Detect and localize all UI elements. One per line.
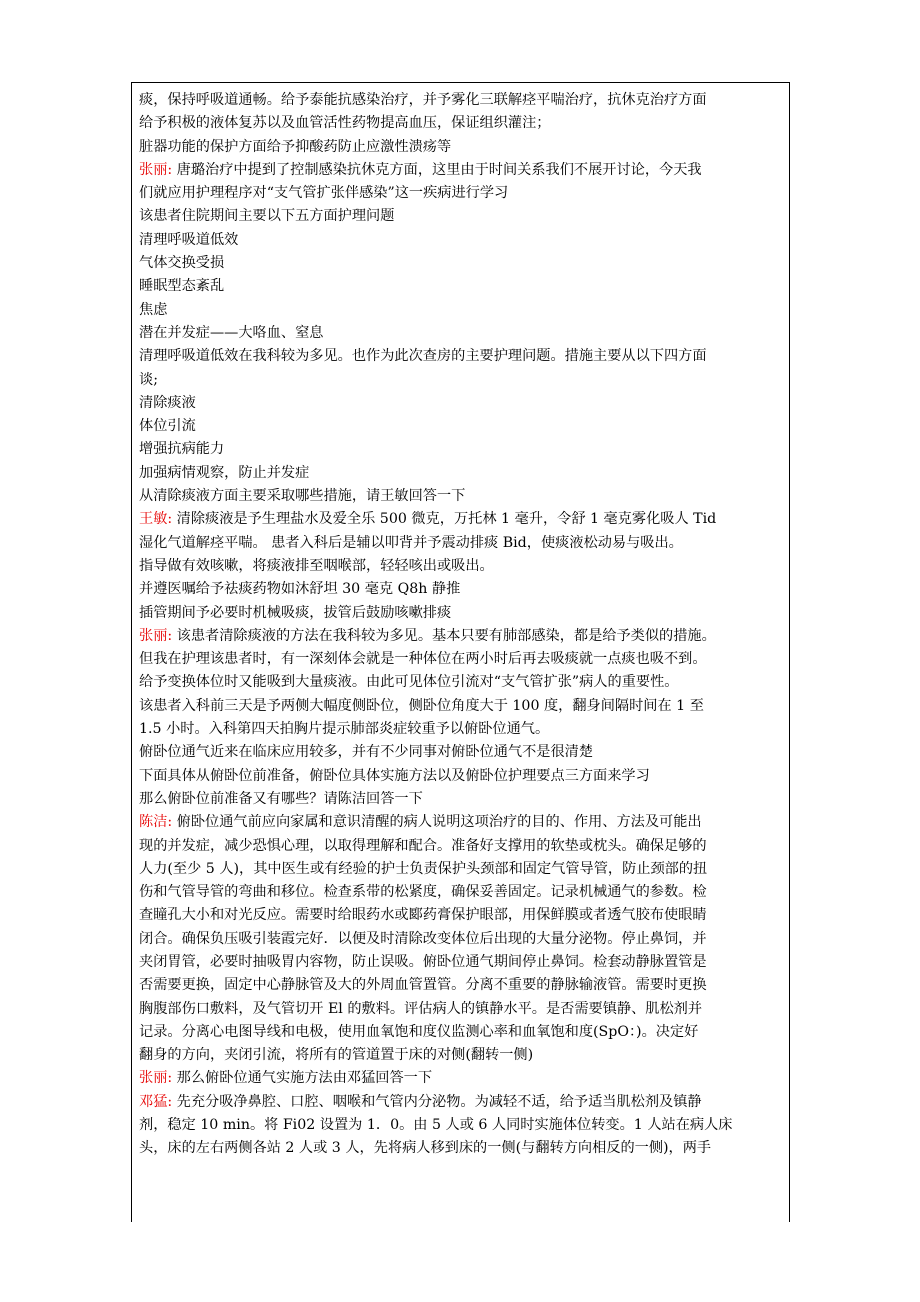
text-line [139,788,784,811]
document-body [139,89,784,1161]
line-text: 加强病情观察，防止并发症 [139,464,310,481]
line-text: 气体交换受损 [139,255,225,272]
text-line [139,881,784,904]
line-text: 伤和气管导管的弯曲和移位。检查系带的松紧度，确保妥善固定。记录机械通气的参数。检 [139,884,707,901]
text-line [139,438,784,461]
line-text: 该患者入科前三天是予两侧大幅度侧卧位，侧卧位角度大于 100 度，翻身间隔时间在 1 至 [139,697,704,714]
line-text: 下面具体从俯卧位前准备，俯卧位具体实施方法以及俯卧位护理要点三方面来学习 [139,767,650,784]
text-line [139,765,784,788]
text-line [139,835,784,858]
text-line [139,112,784,135]
line-text: 脏器功能的保护方面给予抑酸药防止应激性溃疡等 [139,138,452,155]
line-text: 清理呼吸道低效在我科较为多见。也作为此次查房的主要护理问题。措施主要从以下四方面 [139,348,707,365]
line-text: 潜在并发症——大咯血、窒息 [139,324,324,341]
line-text: 睡眠型态紊乱 [139,278,225,295]
line-text: 并遵医嘱给予祛痰药物如沐舒坦 30 毫克 Q8h 静推 [139,581,461,598]
text-line [139,998,784,1021]
line-text: 胸腹部伤口敷料，及气管切开 El 的敷料。评估病人的镇静水平。是否需要镇静、肌松剂并 [139,1000,703,1017]
line-text: 翻身的方向，夹闭引流，将所有的管道置于床的对侧(翻转一侧) [139,1047,534,1064]
line-text: 记录。分离心电图导线和电极，使用血氧饱和度仪监测心率和血氧饱和度(SpO：)。决定好 [139,1023,699,1040]
line-text: 那么俯卧位通气实施方法由邓猛回答一下 [172,1070,433,1087]
text-line [139,1067,784,1090]
line-text: 那么俯卧位前准备又有哪些？请陈洁回答一下 [139,790,423,807]
text-line [139,578,784,601]
text-line [139,555,784,578]
text-line [139,462,784,485]
text-line [139,1044,784,1067]
text-line [139,1021,784,1044]
line-text: 该患者清除痰液的方法在我科较为多见。基本只要有肺部感染，都是给予类似的措施。 [172,627,716,644]
text-line [139,136,784,159]
line-text: 插管期间予必要时机械吸痰，拔管后鼓励咳嗽排痰 [139,604,452,621]
line-text: 体位引流 [139,418,196,435]
line-text: 先充分吸净鼻腔、口腔、咽喉和气管内分泌物。为减轻不适，给予适当肌松剂及镇静 [172,1093,702,1110]
text-line [139,182,784,205]
speaker-name: 张丽: [139,161,173,178]
line-text: 1.5 小时。入科第四天拍胸片提示肺部炎症较重予以俯卧位通气。 [139,721,550,738]
text-line [139,532,784,555]
document-page [131,82,790,1222]
line-text: 俯卧位通气近来在临床应用较多，并有不少同事对俯卧位通气不是很清楚 [139,744,594,761]
text-line [139,229,784,252]
text-line [139,299,784,322]
text-line [139,275,784,298]
text-line [139,252,784,275]
text-line [139,485,784,508]
line-text: 唐璐治疗中提到了控制感染抗休克方面，这里由于时间关系我们不展开讨论，今天我 [172,161,702,178]
line-text: 该患者住院期间主要以下五方面护理问题 [139,208,395,225]
line-text: 清除痰液 [139,394,196,411]
line-text: 但我在护理该患者时，有一深刻体会就是一种体位在两小时后再去吸痰就一点痰也吸不到。 [139,651,707,668]
line-text: 夹闭胃管，必要时抽吸胃内容物，防止误吸。俯卧位通气期间停止鼻饲。检套动静脉置管是 [139,953,707,970]
text-line [139,159,784,182]
speaker-name: 邓猛: [139,1093,173,1110]
text-line [139,369,784,392]
line-text: 清除痰液是予生理盐水及爱全乐 500 微克，万托林 1 毫升，令舒 1 毫克雾化吸人 Tid [172,511,717,528]
text-line [139,811,784,834]
line-text: 给予积极的液体复苏以及血管活性药物提高血压，保证组织灌注； [139,115,551,132]
line-text: 现的并发症，减少恐惧心理，以取得理解和配合。准备好支撑用的软垫或枕头。确保足够的 [139,837,707,854]
text-line [139,1091,784,1114]
text-line [139,415,784,438]
text-line [139,671,784,694]
line-text: 否需要更换，固定中心静脉管及大的外周血管置管。分离不重要的静脉输液管。需要时更换 [139,977,707,994]
text-line [139,89,784,112]
line-text: 指导做有效咳嗽，将痰液排至咽喉部，轻轻咳出或吸出。 [139,557,494,574]
line-text: 闭合。确保负压吸引装霞完好．以便及时清除改变体位后出现的大量分泌物。停止鼻饲，并 [139,930,707,947]
text-line [139,322,784,345]
line-text: 痰，保持呼吸道通畅。给予泰能抗感染治疗，并予雾化三联解痉平喘治疗，抗休克治疗方面 [139,92,707,108]
line-text: 焦虑 [139,301,168,318]
line-text: 剂，稳定 10 min。将 Fi02 设置为 1．0。由 5 人或 6 人同时实施体位转变。1 人站在病人床 [139,1117,733,1134]
text-line [139,508,784,531]
line-text: 湿化气道解痉平喘。 患者入科后是辅以叩背并予震动排痰 Bid，使痰液松动易与吸出。 [139,534,683,551]
text-line [139,345,784,368]
line-text: 从清除痰液方面主要采取哪些措施，请王敏回答一下 [139,488,466,505]
text-line [139,1137,784,1160]
text-line [139,392,784,415]
speaker-name: 王敏: [139,511,173,528]
line-text: 俯卧位通气前应向家属和意识清醒的病人说明这项治疗的目的、作用、方法及可能出 [172,814,702,831]
line-text: 谈; [139,371,158,388]
text-line [139,928,784,951]
text-line [139,625,784,648]
text-line [139,904,784,927]
text-line [139,974,784,997]
speaker-name: 张丽: [139,627,173,644]
line-text: 头，床的左右两侧各站 2 人或 3 人，先将病人移到床的一侧(与翻转方向相反的一侧)，两手 [139,1140,712,1157]
text-line [139,718,784,741]
line-text: 给予变换体位时又能吸到大量痰液。由此可见体位引流对“支气管扩张”病人的重要性。 [139,674,679,691]
text-line [139,695,784,718]
text-line [139,205,784,228]
text-line [139,648,784,671]
line-text: 清理呼吸道低效 [139,231,239,248]
text-line [139,951,784,974]
line-text: 查瞳孔大小和对光反应。需要时给眼药水或郾药膏保护眼部，用保鲜膜或者透气胶布使眼睛 [139,907,707,924]
speaker-name: 张丽: [139,1070,173,1087]
text-line [139,1114,784,1137]
text-line [139,858,784,881]
line-text: 人力(至少 5 人)，其中医生或有经验的护士负责保护头颈部和固定气管导管，防止颈部的扭 [139,860,708,877]
line-text: 增强抗病能力 [139,441,225,458]
speaker-name: 陈洁: [139,814,173,831]
text-line [139,602,784,625]
text-line [139,741,784,764]
line-text: 们就应用护理程序对“支气管扩张伴感染”这一疾病进行学习 [139,185,509,202]
